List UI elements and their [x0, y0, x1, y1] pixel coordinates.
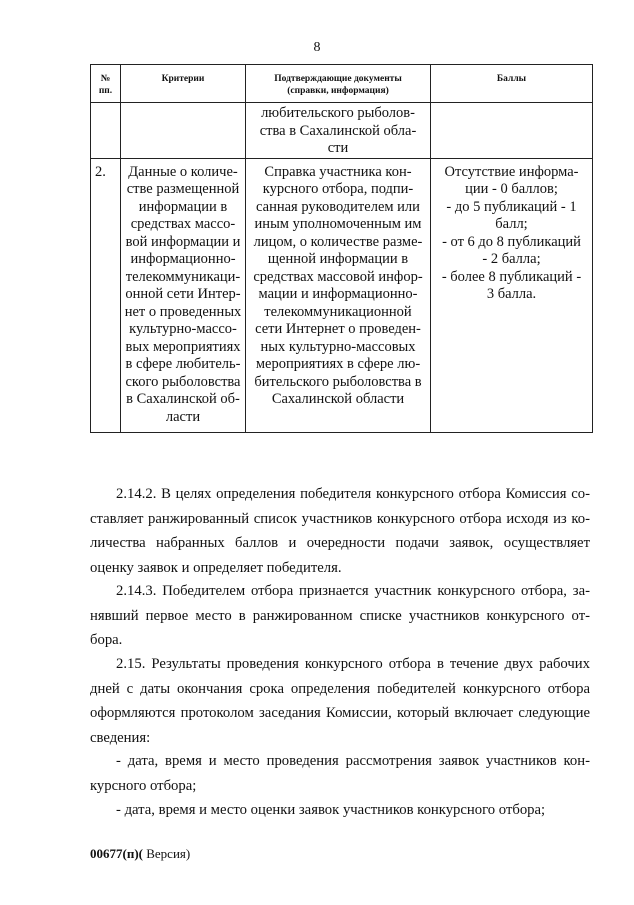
- paragraph-2-15: 2.15. Результаты проведения конкурсного отбора в течение двух рабочих дней с даты окончания срока определения победителей конкурсного отбора оформляются протоколом заседания Комиссии, который включает следующие сведения:: [90, 656, 590, 746]
- cell-empty: [91, 103, 121, 159]
- paragraph-2-14-3: 2.14.3. Победителем отбора признается участник конкурсного отбора, за- нявший первое место в ранжированном списке участников конкурсного от- бора.: [90, 583, 590, 648]
- header-num: № пп.: [91, 65, 121, 103]
- table-header-row: [91, 65, 593, 103]
- cell-num: 2.: [91, 158, 121, 432]
- cell-points: Отсутствие информа- ции - 0 баллов; - до 5 публикаций - 1 балл; - от 6 до 8 публикаций - 2 балла; - более 8 публикаций - 3 балла.: [431, 158, 593, 432]
- table-row-continued: [91, 103, 593, 159]
- header-criteria: Критерии: [121, 65, 246, 103]
- cell-criteria: Данные о количе- стве размещенной информации в средствах массо- вой информации и информационно- телекоммуникаци- онной сети Интер- нет о проведенных культурно-массо- вых мероприятиях в сфере любитель- ского рыболовства в Сахалинской об- ласти: [121, 158, 246, 432]
- header-docs: Подтверждающие документы (справки, информация): [246, 65, 431, 103]
- document-code: 00677(п)(: [90, 846, 143, 861]
- list-item-review-date: - дата, время и место проведения рассмотрения заявок участников кон- курсного отбора;: [90, 753, 590, 794]
- cell-empty: [431, 103, 593, 159]
- cell-docs-continued: любительского рыболов- ства в Сахалинской обла- сти: [246, 103, 431, 159]
- document-footer: [90, 846, 190, 862]
- cell-empty: [121, 103, 246, 159]
- page-number: 8: [313, 40, 321, 55]
- cell-docs: Справка участника кон- курсного отбора, подпи- санная руководителем или иным уполномоченным им лицом, о количестве разме- щенной информации в средствах массовой инфор- мации и информационно- телекоммуникационной сети Интернет о проведен- ных культурно-массовых мероприятиях в сфере лю- бительского рыболовства в Сахалинской области: [246, 158, 431, 432]
- list-item-evaluation-date: - дата, время и место оценки заявок участников конкурсного отбора;: [116, 802, 546, 818]
- table-row-2: [91, 158, 593, 432]
- document-version: Версия): [142, 846, 191, 861]
- header-points: Баллы: [431, 65, 593, 103]
- criteria-table: [90, 64, 593, 433]
- paragraph-2-14-2: 2.14.2. В целях определения победителя конкурсного отбора Комиссия со- ставляет ранжированный список участников конкурсного отбора исходя из ко- личества набранных баллов и очередности подачи заявок, осуществляет оценку заявок и определяет победителя.: [90, 486, 590, 576]
